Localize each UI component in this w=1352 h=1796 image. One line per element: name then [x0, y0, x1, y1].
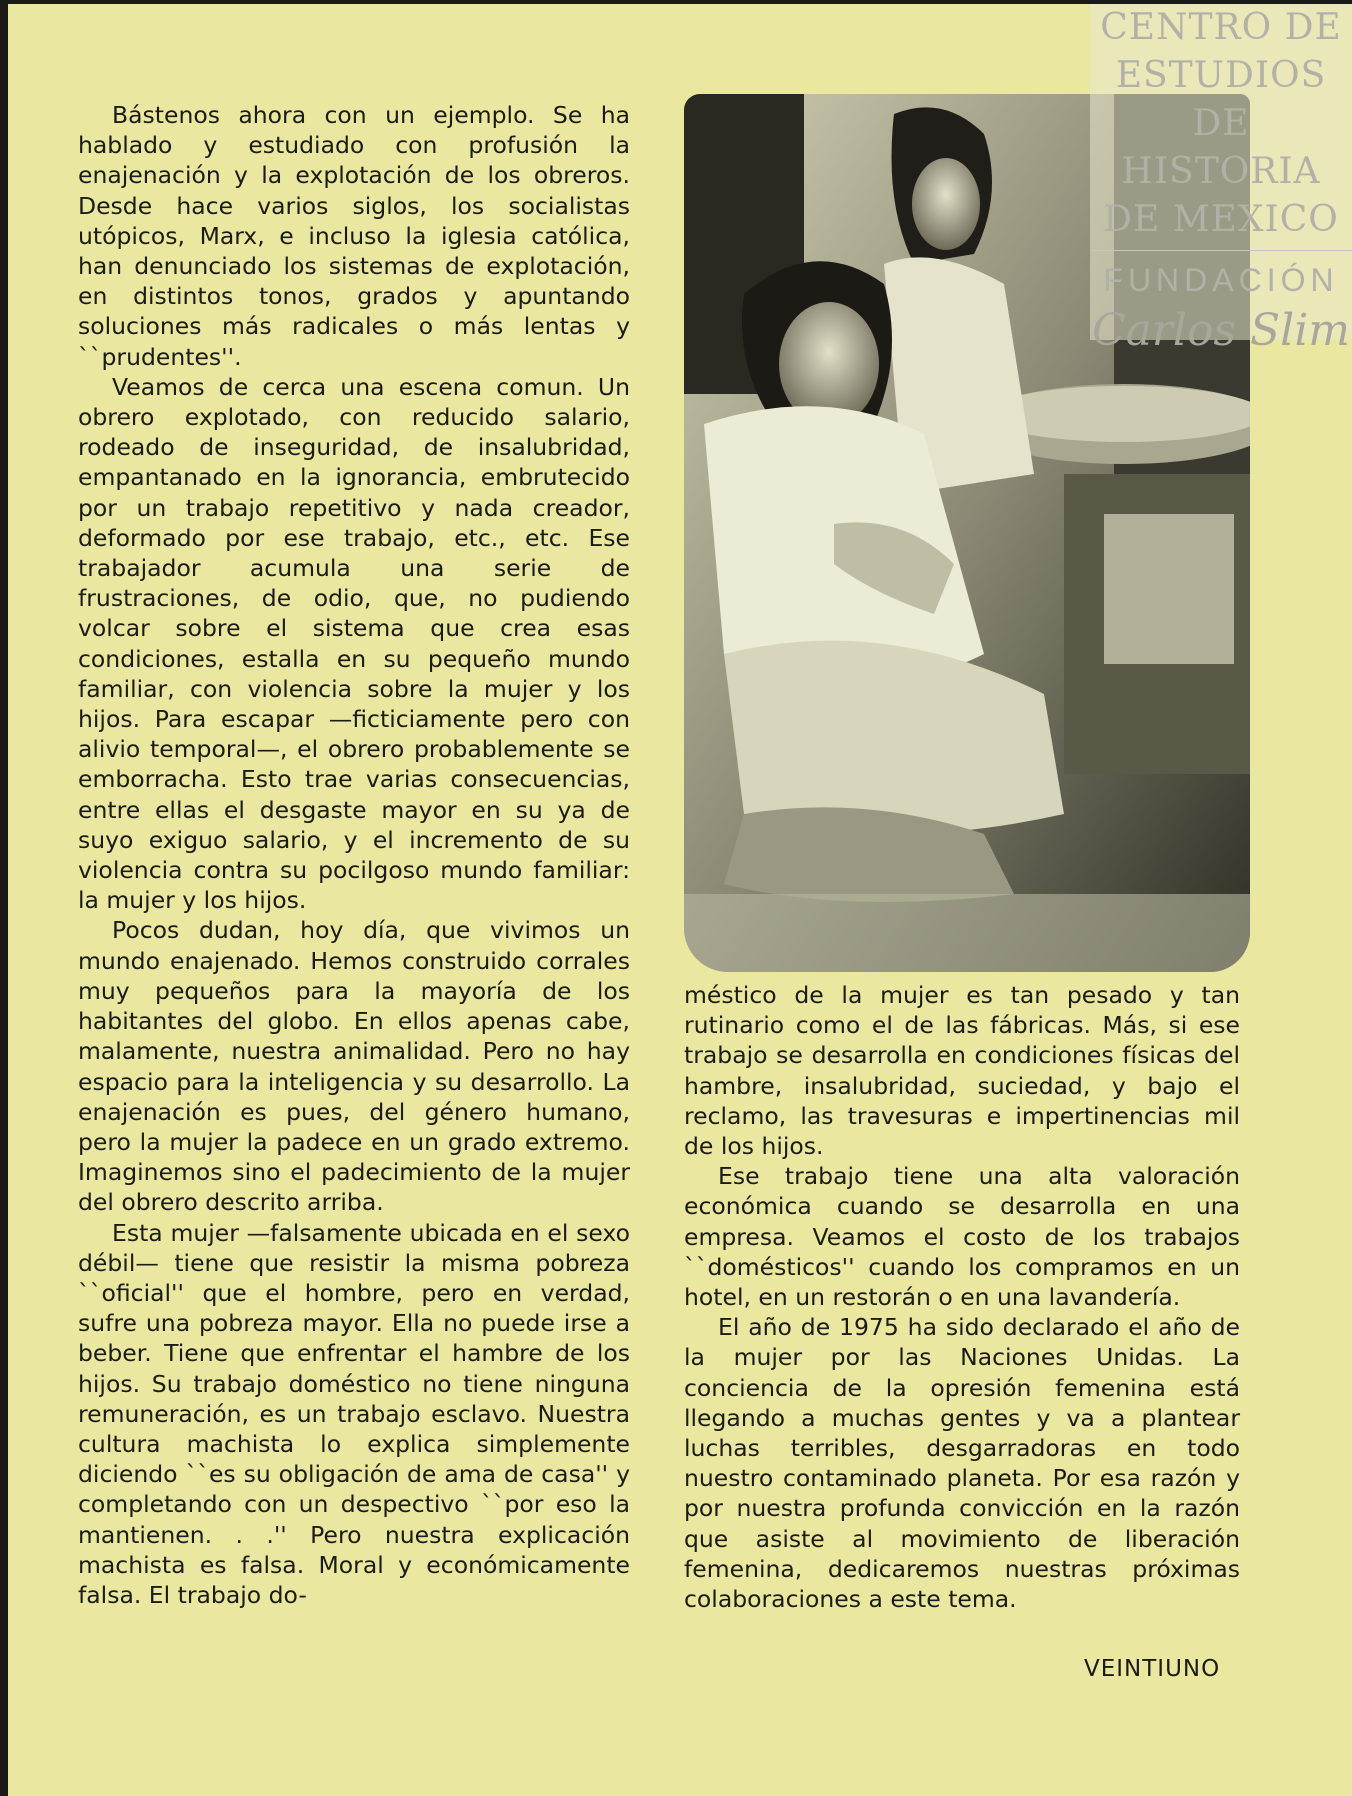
page-number: VEINTIUNO [1084, 1656, 1221, 1682]
paragraph-1: Bástenos ahora con un ejemplo. Se ha hablado y estudiado con profusión la enajenación y la explotación de los obreros. Desde hace varios siglos, los socialistas utópicos, Marx, e incluso la iglesia católica, han denunciado los sistemas de explotación, en distintos tonos, grados y apuntando soluciones más radicales o más lentas y ``prudentes''. [78, 101, 630, 371]
paragraph-2: Veamos de cerca una escena comun. Un obrero explotado, con reducido salario, rodeado de inseguridad, de insalubridad, empantanado en la ignorancia, embrutecido por un trabajo repetitivo y nada creador, deformado por ese trabajo, etc., etc. Ese trabajador acumula una serie de frustraciones, de odio, que, no pudiendo volcar sobre el sistema que crea esas condiciones, estalla en su pequeño mundo familiar, con violencia sobre la mujer y los hijos. Para escapar —ficticiamente pero con alivio temporal—, el obrero probablemente se emborracha. Esto trae varias consecuencias, entre ellas el desgaste mayor en su ya de suyo exiguo salario, y el incremento de su violencia contra su pocilgoso mundo familiar: la mujer y los hijos. [78, 372, 630, 915]
archive-watermark [1090, 4, 1352, 356]
watermark-divider [1090, 250, 1352, 251]
paragraph-5: Ese trabajo tiene una alta valoración económica cuando se desarrolla en una empresa. Veamos el costo de los trabajos ``domésticos'' cuando los compramos en un hotel, en un restorán o en una lavandería. [684, 1162, 1240, 1312]
paragraph-continuation: méstico de la mujer es tan pesado y tan rutinario como el de las fábricas. Más, si ese trabajo se desarrolla en condiciones físicas del hambre, insalubridad, suciedad, y bajo el reclamo, las travesuras e impertinencias mil de los hijos. [684, 981, 1240, 1161]
left-text-column [78, 100, 630, 1610]
watermark-line-2: ESTUDIOS [1115, 55, 1327, 96]
right-text-column [684, 980, 1240, 1614]
watermark-line-4: DE MEXICO [1103, 199, 1339, 240]
watermark-foundation: FUNDACIÓN [1103, 262, 1339, 298]
paragraph-3: Pocos dudan, hoy día, que vivimos un mundo enajenado. Hemos construido corrales muy pequeños para la mayoría de los habitantes del globo. En ellos apenas cabe, malamente, nuestra animalidad. Pero no hay espacio para la inteligencia y su desarrollo. La enajenación es pues, del género humano, pero la mujer la padece en un grado extremo. Imaginemos sino el padecimiento de la mujer del obrero descrito arriba. [78, 916, 630, 1217]
watermark-signature: Carlos Slim [1091, 305, 1351, 356]
watermark-line-1: CENTRO DE [1100, 7, 1342, 48]
magazine-page [8, 4, 1352, 1796]
watermark-line-3: DE HISTORIA [1121, 103, 1321, 192]
paragraph-6: El año de 1975 ha sido declarado el año de la mujer por las Naciones Unidas. La conciencia de la opresión femenina está llegando a muchas gentes y va a plantear luchas terribles, desgarradoras en todo nuestro contaminado planeta. Por esa razón y por nuestra profunda convicción en la razón que asiste al movimiento de liberación femenina, dedicaremos nuestras próximas colaboraciones a este tema. [684, 1313, 1240, 1614]
paragraph-4: Esta mujer —falsamente ubicada en el sexo débil— tiene que resistir la misma pobreza ``oficial'' que el hombre, pero en verdad, sufre una pobreza mayor. Ella no puede irse a beber. Tiene que enfrentar el hambre de los hijos. Su trabajo doméstico no tiene ninguna remuneración, es un trabajo esclavo. Nuestra cultura machista lo explica simplemente diciendo ``es su obligación de ama de casa'' y completando con un despectivo ``por eso la mantienen. . .'' Pero nuestra explicación machista es falsa. Moral y económicamente falsa. El trabajo do- [78, 1218, 630, 1609]
